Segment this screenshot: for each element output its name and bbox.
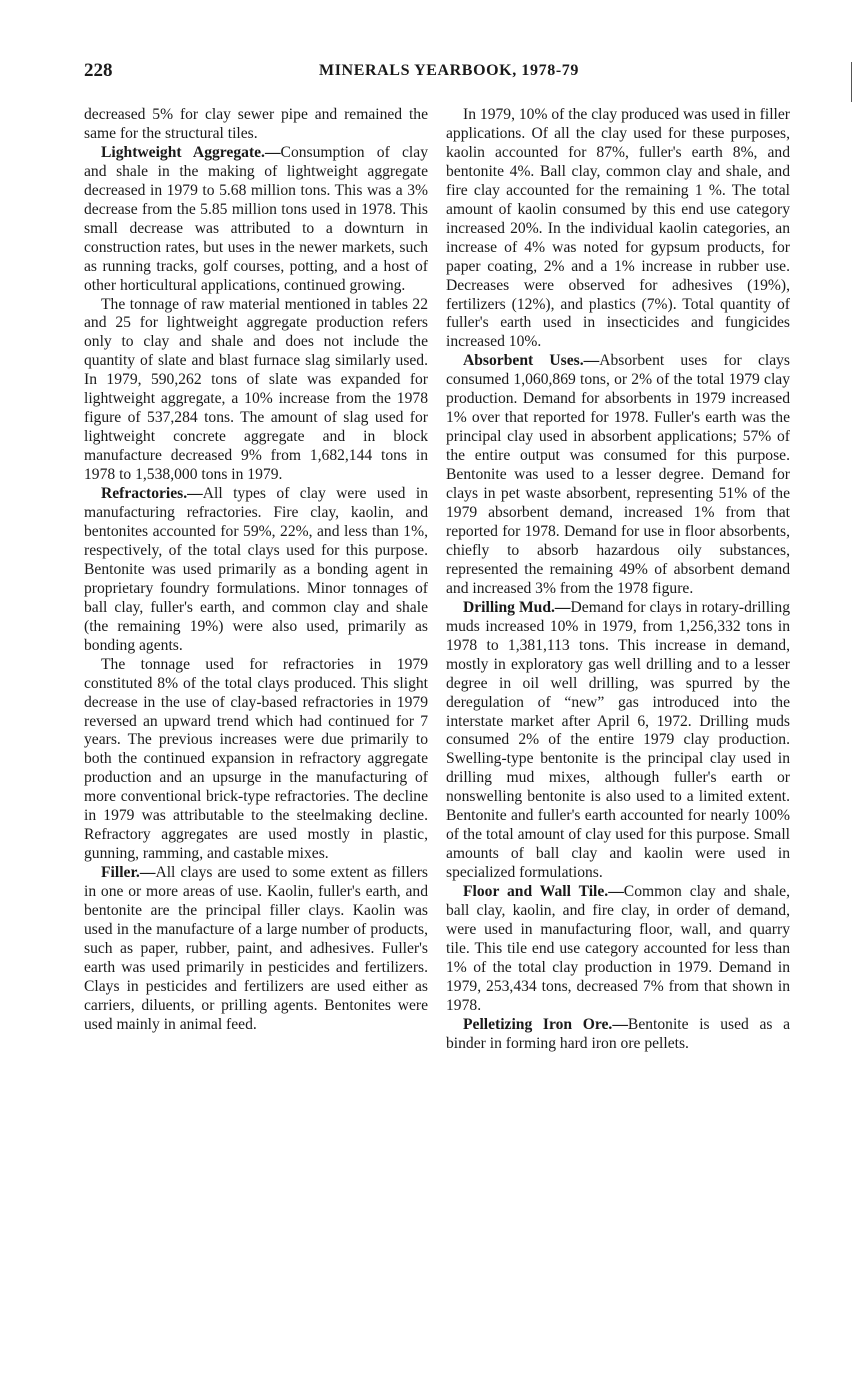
paragraph-text: In 1979, 10% of the clay produced was used in filler applications. Of all the clay used for these purposes, kaolin accounted for 87%, fuller's earth 8%, and bentonite 4%. Ball clay, common clay and shale, and fire clay accounted for the remaining 1 %. The total amount of kaolin consumed by this end use category increased 20%. In the individual kaolin categories, an increase of 4% was noted for gypsum products, for paper coating, 2% and a 1% increase in rubber use. Decreases were observed for adhesives (19%), fertilizers (12%), and plastics (7%). Total quantity of fuller's earth used in insecticides and fungicides increased 10%.	[446, 106, 790, 351]
section-heading: Lightweight Aggregate.—	[101, 143, 281, 161]
paragraph-text: The tonnage used for refractories in 1979 constituted 8% of the total clays produced. This slight decrease in the use of clay-based refractories in 1979 reversed an upward trend which had continued for 7 years. The previous increases were due primarily to both the continued expansion in refractory aggregate production and an upsurge in the manufacturing of more conventional brick-type refractories. The decline in 1979 was attributable to the steelmaking decline. Refractory aggregates are used mostly in plastic, gunning, ramming, and castable mixes.	[84, 655, 428, 863]
paragraph-text: Common clay and shale, ball clay, kaolin, and fire clay, in order of demand, were used in manufacturing floor, wall, and quarry tile. This tile end use category accounted for less than 1% of the total clay production in 1979. Demand in 1979, 253,434 tons, decreased 7% from that shown in 1978.	[446, 883, 790, 1014]
paragraph-text: Demand for clays in rotary-drilling muds increased 10% in 1979, from 1,256,332 tons in 1978 to 1,381,113 tons. This increase in demand, mostly in exploratory gas well drilling and to a lesser degree in oil well drilling, was spurred by the deregulation of “new” gas introduced into the interstate market after April 6, 1972. Drilling muds consumed 2% of the entire 1979 clay production. Swelling-type bentonite is the principal clay used in drilling mud mixes, although fuller's earth or nonswelling bentonite is also used to a limited extent. Bentonite and fuller's earth accounted for nearly 100% of the total amount of clay used for this purpose. Small amounts of ball clay and kaolin were used in specialized formulations.	[446, 598, 790, 882]
paragraph-lightweight-aggregate	[84, 144, 428, 296]
paragraph-refractories	[84, 485, 428, 656]
right-column	[446, 106, 790, 1054]
paragraph	[84, 106, 428, 144]
paragraph-text: Consumption of clay and shale in the making of lightweight aggregate decreased in 1979 to 5.68 million tons. This was a 3% decrease from the 5.85 million tons used in 1978. This small decrease was attributed to a downturn in construction rates, but uses in the newer markets, such as running tracks, golf courses, potting, and a host of other horticultural applications, continued growing.	[84, 143, 428, 294]
paragraph	[84, 296, 428, 486]
paragraph-text: All clays are used to some extent as fillers in one or more areas of use. Kaolin, fuller's earth, and bentonite are the principal filler clays. Kaolin was used in the manufacture of a large number of products, such as paper, rubber, paint, and adhesives. Fuller's earth was used primarily in pesticides and fertilizers. Clays in pesticides and fertilizers are used either as carriers, diluents, or prilling agents. Bentonites were used mainly in animal feed.	[84, 864, 428, 1033]
section-heading: Refractories.—	[101, 485, 203, 503]
paragraph	[446, 106, 790, 352]
margin-mark	[851, 62, 852, 102]
paragraph-floor-wall-tile	[446, 883, 790, 1016]
paragraph-pelletizing-iron-ore	[446, 1016, 790, 1054]
section-heading: Absorbent Uses.—	[463, 352, 600, 370]
paragraph-text: All types of clay were used in manufacturing refractories. Fire clay, kaolin, and bentonites accounted for 59%, 22%, and less than 1%, respectively, of the total clays used for this purpose. Bentonite was used primarily as a bonding agent in proprietary foundry formulations. Minor tonnages of ball clay, fuller's earth, and common clay and shale (the remaining 19%) were also used, primarily as bonding agents.	[84, 485, 428, 654]
page-header	[84, 60, 790, 84]
section-heading: Floor and Wall Tile.—	[463, 883, 624, 901]
paragraph-text: Absorbent uses for clays consumed 1,060,869 tons, or 2% of the total 1979 clay production. Demand for absorbents in 1979 increased 1% over that reported for 1978. Fuller's earth was the principal clay used in absorbent applications; 57% of the entire output was consumed for this purpose. Bentonite was used to a lesser degree. Demand for clays in pet waste absorbent, representing 51% of the 1979 absorbent demand, increased 1% from that reported for 1978. Demand for use in floor absorbents, chiefly to absorb hazardous oily substances, represented the remaining 49% of absorbent demand and increased 3% from the 1978 figure.	[446, 352, 790, 597]
running-title: MINERALS YEARBOOK, 1978-79	[319, 62, 579, 79]
left-column	[84, 106, 428, 1035]
paragraph-filler	[84, 864, 428, 1035]
paragraph-drilling-mud	[446, 599, 790, 883]
paragraph-absorbent-uses	[446, 352, 790, 598]
paragraph-text: Bentonite is used as a binder in forming hard iron ore pellets.	[446, 1015, 791, 1052]
paragraph	[84, 656, 428, 864]
section-heading: Filler.—	[101, 864, 156, 882]
section-heading: Pelletizing Iron Ore.—	[463, 1015, 628, 1033]
page-number: 228	[84, 60, 113, 81]
section-heading: Drilling Mud.—	[463, 598, 571, 616]
paragraph-text: The tonnage of raw material mentioned in tables 22 and 25 for lightweight aggregate production refers only to clay and shale and does not include the quantity of slate and blast furnace slag similarly used. In 1979, 590,262 tons of slate was expanded for lightweight aggregate, a 10% increase from the 1978 figure of 537,284 tons. The amount of slag used for lightweight concrete aggregate and in block manufacture decreased 9% from 1,682,144 tons in 1978 to 1,538,000 tons in 1979.	[84, 295, 428, 484]
paragraph-text: decreased 5% for clay sewer pipe and remained the same for the structural tiles.	[84, 106, 428, 142]
